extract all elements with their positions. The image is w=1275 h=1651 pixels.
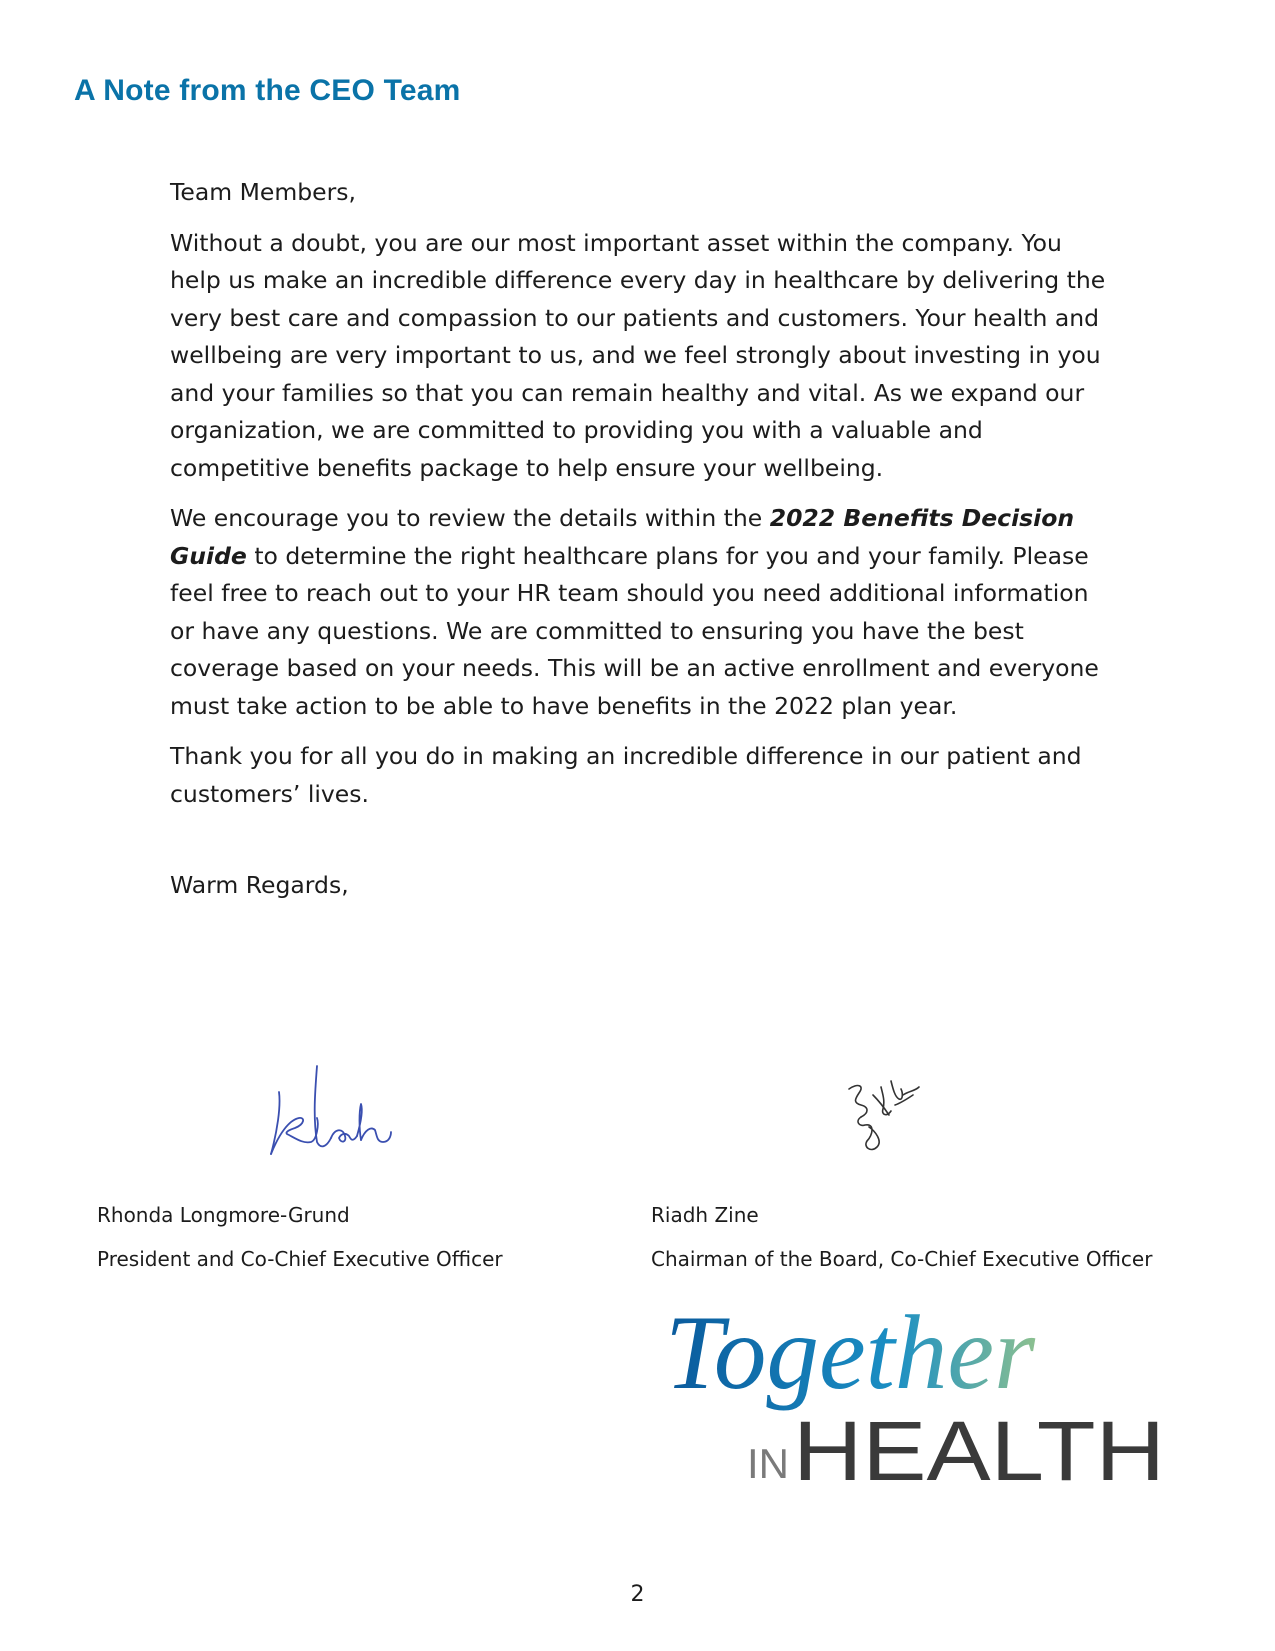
page-number: 2 xyxy=(630,1582,645,1607)
page-heading: A Note from the CEO Team xyxy=(74,74,461,107)
paragraph-guide-rest: to determine the right healthcare plans for you and your family. Please feel free to reach out to your HR team should you need additional information or have any questions. We are committed to ensuring you have the best coverage based on your needs. This will be an active enrollment and everyone must take action to be able to have benefits in the 2022 plan year. xyxy=(170,541,1099,720)
salutation: Team Members, xyxy=(170,178,356,206)
letter-body xyxy=(170,174,1110,826)
logo-in: IN xyxy=(747,1440,789,1487)
logo-health: HEALTH xyxy=(793,1404,1165,1490)
signer-name: Rhonda Longmore-Grund xyxy=(97,1203,350,1227)
signer-title: President and Co-Chief Executive Officer xyxy=(97,1247,503,1271)
logo-together: Together xyxy=(665,1310,1036,1411)
signature-rhonda xyxy=(265,1062,395,1162)
paragraph-intro: Without a doubt, you are our most important asset within the company. You help us make an incredible difference every day in healthcare by delivering the very best care and compassion to our patients and customers. Your health and wellbeing are very important to us, and we feel strongly about investing in you and your families so that you can remain healthy and vital. As we expand our organization, we are committed to providing you with a valuable and competitive benefits package to help ensure your wellbeing. xyxy=(170,228,1106,482)
together-in-health-logo xyxy=(665,1310,1165,1490)
signer-name: Riadh Zine xyxy=(651,1203,759,1227)
paragraph-guide-lead: We encourage you to review the details within the xyxy=(170,504,770,532)
signature-riadh xyxy=(845,1075,930,1155)
paragraph-thanks: Thank you for all you do in making an incredible difference in our patient and customers’ lives. xyxy=(170,742,1082,808)
paragraph-guide xyxy=(170,500,1110,725)
guide-title: 2022 Benefits Decision Guide xyxy=(170,504,1075,570)
closing: Warm Regards, xyxy=(170,871,349,899)
signer-title: Chairman of the Board, Co-Chief Executive Officer xyxy=(651,1247,1153,1271)
